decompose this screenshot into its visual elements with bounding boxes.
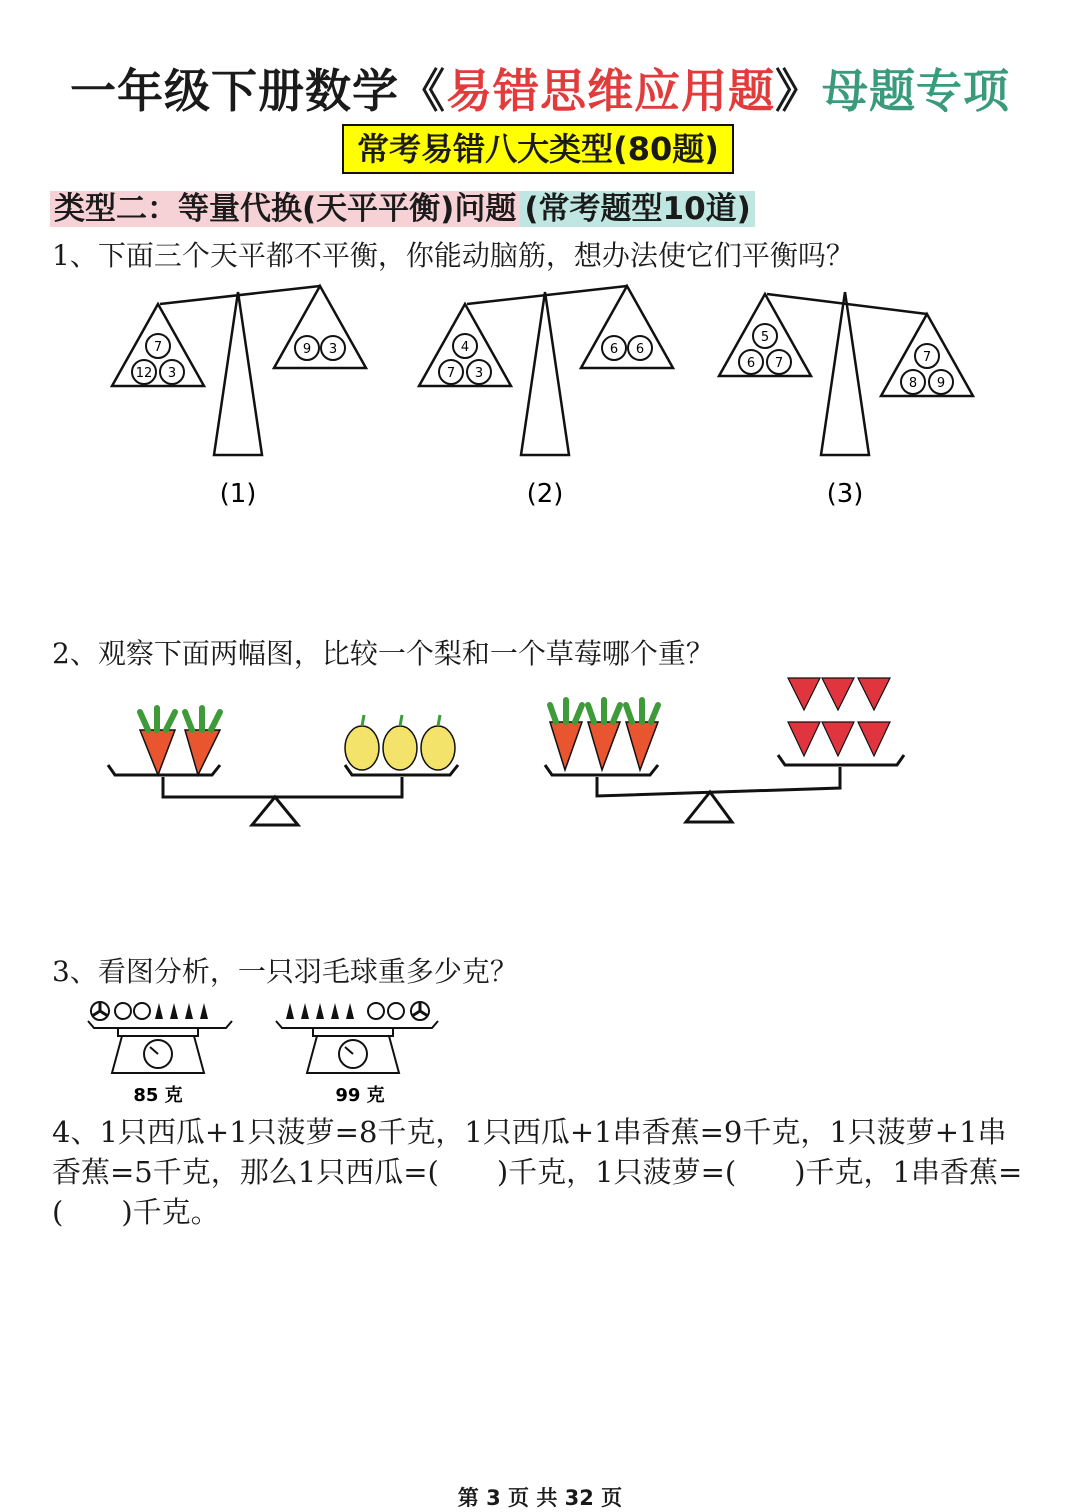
balance-scale bbox=[112, 286, 366, 509]
type-heading bbox=[50, 184, 755, 234]
ball-number: 3 bbox=[328, 342, 338, 357]
ball-number: 7 bbox=[922, 350, 932, 365]
q3-scales-figure bbox=[80, 995, 460, 1110]
weight-ball bbox=[467, 360, 491, 384]
weight-ball bbox=[321, 336, 345, 360]
question-2-text: 2、观察下面两幅图，比较一个梨和一个草莓哪个重？ bbox=[52, 637, 714, 670]
weight-ball bbox=[753, 324, 777, 348]
carrot-icon bbox=[626, 700, 658, 770]
ball-number: 3 bbox=[167, 366, 177, 381]
q2-balance-figure bbox=[0, 660, 1080, 840]
weight-ball bbox=[132, 360, 156, 384]
ball-number: 6 bbox=[635, 342, 645, 357]
ball-number: 7 bbox=[153, 340, 163, 355]
weight-ball bbox=[929, 370, 953, 394]
q1-scale-group bbox=[112, 286, 973, 509]
carrot-icon bbox=[140, 708, 175, 775]
weight-ball bbox=[602, 336, 626, 360]
title-highlight: 易错思维应用题 bbox=[446, 64, 775, 118]
ball-number: 7 bbox=[446, 366, 456, 381]
carrot-icon bbox=[550, 700, 582, 770]
type-heading-main: 类型二：等量代换(天平平衡)问题 bbox=[50, 191, 520, 227]
ball-number: 9 bbox=[936, 376, 946, 391]
question-3-text: 3、看图分析，一只羽毛球重多少克？ bbox=[52, 955, 518, 988]
scale-label: (2) bbox=[526, 479, 564, 509]
page-title bbox=[0, 55, 1080, 121]
weight-ball bbox=[146, 334, 170, 358]
type-heading-note: (常考题型10道) bbox=[520, 191, 754, 227]
balance-scale bbox=[419, 286, 673, 509]
scale-1-weight: 85 克 bbox=[133, 1085, 183, 1106]
ball-number: 3 bbox=[474, 366, 484, 381]
weighing-scale-1 bbox=[88, 1002, 232, 1106]
carrot-icon bbox=[588, 700, 620, 770]
scale-label: (1) bbox=[219, 479, 257, 509]
balance-left bbox=[108, 765, 458, 825]
page-footer: 第 3 页 共 32 页 bbox=[457, 1486, 623, 1510]
weight-ball bbox=[739, 350, 763, 374]
weight-ball bbox=[767, 350, 791, 374]
ball-number: 8 bbox=[908, 376, 918, 391]
strawberry-icon bbox=[822, 722, 854, 756]
weight-ball bbox=[439, 360, 463, 384]
weight-ball bbox=[160, 360, 184, 384]
strawberry-icon bbox=[858, 678, 890, 710]
title-part3: 》 bbox=[775, 64, 822, 118]
carrots-right bbox=[550, 700, 658, 770]
ball-number: 6 bbox=[746, 356, 756, 371]
pears bbox=[345, 715, 455, 770]
weight-ball bbox=[628, 336, 652, 360]
strawberry-icon bbox=[822, 678, 854, 710]
weighing-scale-2 bbox=[276, 1002, 438, 1106]
weight-ball bbox=[295, 336, 319, 360]
balance-post bbox=[214, 292, 262, 455]
ball-number: 4 bbox=[460, 340, 470, 355]
right-pan bbox=[274, 286, 366, 368]
ball-number: 6 bbox=[609, 342, 619, 357]
q1-scales-figure bbox=[0, 270, 1080, 520]
pear-icon bbox=[421, 715, 455, 770]
pear-icon bbox=[383, 715, 417, 770]
ball-number: 5 bbox=[760, 330, 770, 345]
balance-scale bbox=[719, 292, 973, 509]
subtitle-badge: 常考易错八大类型(80题) bbox=[342, 124, 734, 174]
scale-2-weight: 99 克 bbox=[335, 1085, 385, 1106]
title-part1: 一年级下册数学《 bbox=[70, 64, 446, 118]
title-topic: 母题专项 bbox=[822, 64, 1010, 118]
balance-right bbox=[545, 755, 904, 822]
strawberry-icon bbox=[788, 678, 820, 710]
question-4-text: 4、1只西瓜+1只菠萝=8千克，1只西瓜+1串香蕉=9千克，1只菠萝+1串香蕉=5千克，那么1只西瓜=( )千克，1只菠萝=( )千克，1串香蕉=( )千克。 bbox=[52, 1115, 1023, 1229]
ball-number: 9 bbox=[302, 342, 312, 357]
strawberry-icon bbox=[858, 722, 890, 756]
carrot-icon bbox=[185, 708, 220, 775]
scale-label: (3) bbox=[826, 479, 864, 509]
right-pan bbox=[581, 286, 673, 368]
pear-icon bbox=[345, 715, 379, 770]
carrots-left bbox=[140, 708, 220, 775]
strawberries bbox=[788, 678, 890, 756]
ball-number: 12 bbox=[135, 366, 153, 381]
question-1-text: 1、下面三个天平都不平衡，你能动脑筋，想办法使它们平衡吗？ bbox=[52, 239, 854, 272]
ball-number: 7 bbox=[774, 356, 784, 371]
strawberry-icon bbox=[788, 722, 820, 756]
weight-ball bbox=[901, 370, 925, 394]
weight-ball bbox=[453, 334, 477, 358]
weight-ball bbox=[915, 344, 939, 368]
balance-post bbox=[821, 292, 869, 455]
balance-post bbox=[521, 292, 569, 455]
